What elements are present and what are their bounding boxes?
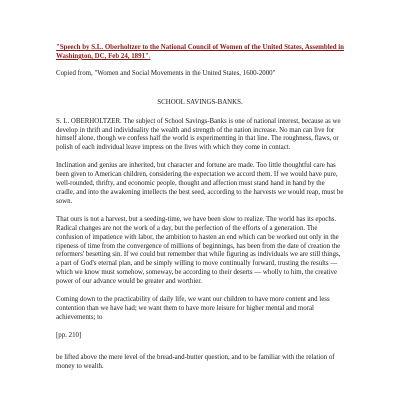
paragraph-1: S. L. OBERHOLTZER. The subject of School Savings-Banks is one of national interest, because as we develop in thrift and individuality the wealth and strength of the nation increase. No man can live for himself alone, though we confess half the world is experimenting in that line. The roughness, flaws, or polish of each individual leave impress on the lives with which they come in contact. [56,117,341,152]
paragraph-4: Coming down to the practicability of daily life, we want our children to have more content and less contention than we have had; we want them to have more leisure for higher mental and moral achievements; to [56,296,330,321]
section-heading: SCHOOL SAVINGS-BANKS. [157,98,243,106]
source-link[interactable]: "Speech by S.L. Oberholtzer to the National Council of Women of the United States, Assembled in Washington, DC, Feb 24, 1891" [56,44,345,60]
paragraph-3: That ours is not a harvest, but a seeding-time, we have been slow to realize. The world has its epochs. Radical changes are not the work of a day, but the perfection of the efforts of a generation. The confusion of impatience with labor, the ambition to hasten an end which can be worked out only in the ripeness of time from the convergence of millions of beginnings, has been from the date of creation the reformers' besetting sin. If we could but remember that while figuring as individuals we are still things, a part of God's eternal plan, and be simply willing to move continually forward, trusting the results — which we know must somehow, someway, be according to their deserts — wholly to him, the creative power of our advance would be greater and worthier. [56,215,341,286]
paragraph-continuation: be lifted above the mere level of the bread-and-butter question, and to be familiar with the relation of money to wealth. [56,353,335,370]
paragraph-2: Inclination and genius are inherited, but character and fortune are made. Too little thoughtful care has been given to American children, considering the expectation we accord them. If we would have pure, well-rounded, thrifty, and economic people, thought and affection must stand hand in hand by the cradle, and into the awakening intellects the best seed, according to the harvests we would reap, must be sown. [56,162,344,205]
copied-from-note: Copied from, "Women and Social Movements in the United States, 1600-2000" [56,69,276,77]
document-title [56,44,344,62]
page-marker: [pp. 210] [56,331,82,339]
title-period: . [148,52,151,60]
